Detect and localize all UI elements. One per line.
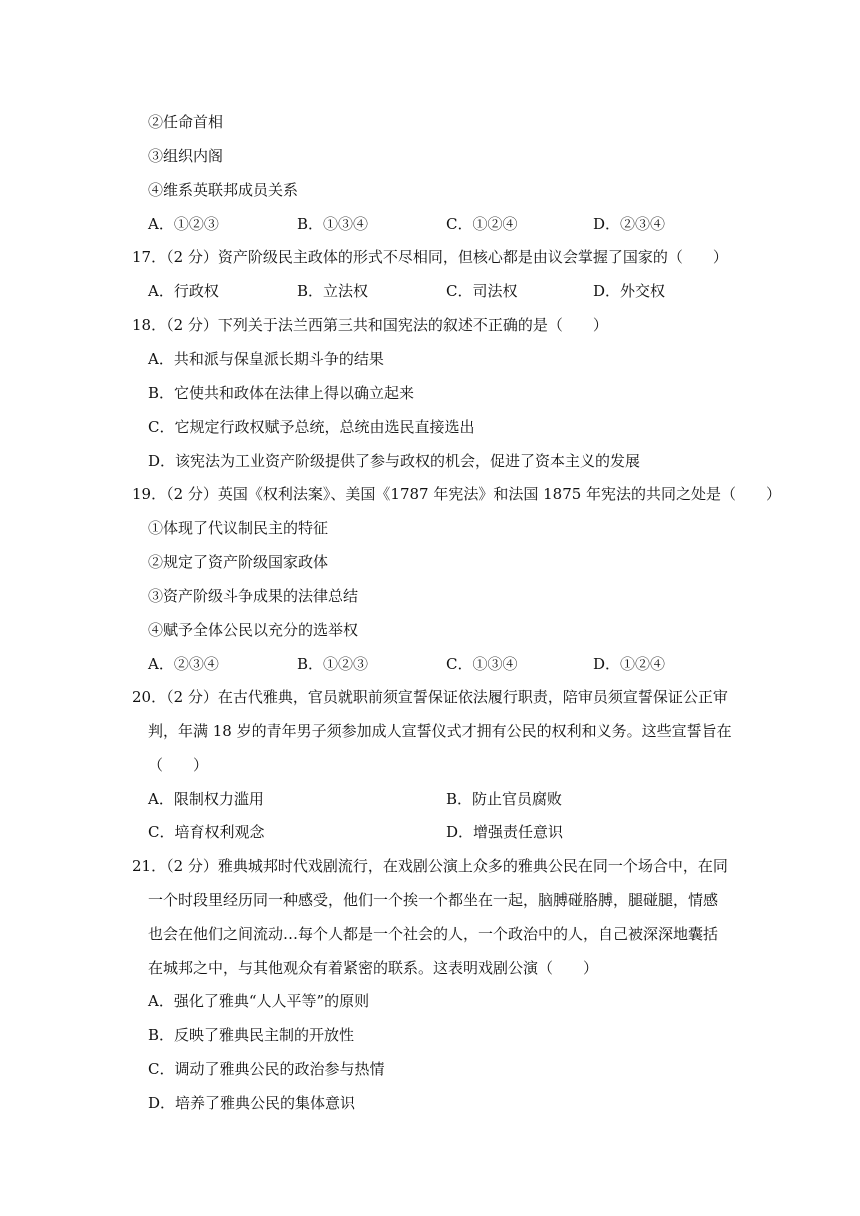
q16-option-b: B．①③④ (297, 215, 369, 233)
q21-option-d: D．培养了雅典公民的集体意识 (148, 1094, 356, 1112)
q19-option-d: D．①②④ (593, 655, 666, 673)
q21-option-c: C．调动了雅典公民的政治参与热情 (148, 1060, 385, 1078)
q18-stem: 18．（2 分）下列关于法兰西第三共和国宪法的叙述不正确的是（ ） (132, 316, 608, 334)
q21-stem-line-2: 一个时段里经历同一种感受，他们一个挨一个都坐在一起，脑膊碰胳膊，腿碰腿，情感 (148, 891, 719, 909)
q21-stem-line-1: 21．（2 分）雅典城邦时代戏剧流行，在戏剧公演上众多的雅典公民在同一个场合中，在同 (132, 857, 728, 875)
q20-stem-line-3: （ ） (148, 756, 209, 774)
q19-item-3: ③资产阶级斗争成果的法律总结 (148, 587, 359, 605)
q16-option-c: C．①②④ (446, 215, 518, 233)
q19-stem: 19．（2 分）英国《权利法案》、美国《1787 年宪法》和法国 1875 年宪法的共同之处是（ ） (132, 485, 782, 503)
q20-option-c: C．培育权利观念 (148, 823, 265, 841)
q21-stem-line-3: 也会在他们之间流动…每个人都是一个社会的人，一个政治中的人，自己被深深地囊括 (148, 925, 719, 943)
q16-item-2: ②任命首相 (148, 113, 224, 131)
q20-option-d: D．增强责任意识 (446, 823, 564, 841)
q20-stem-line-1: 20．（2 分）在古代雅典，官员就职前须宣誓保证依法履行职责，陪审员须宣誓保证公正审 (132, 688, 728, 706)
q18-option-c: C．它规定行政权赋予总统，总统由选民直接选出 (148, 418, 475, 436)
q16-item-3: ③组织内阁 (148, 147, 224, 165)
q19-item-4: ④赋予全体公民以充分的选举权 (148, 621, 359, 639)
q18-option-d: D．该宪法为工业资产阶级提供了参与政权的机会，促进了资本主义的发展 (148, 452, 641, 470)
q18-option-a: A．共和派与保皇派长期斗争的结果 (148, 350, 384, 368)
q19-option-b: B．①②③ (297, 655, 369, 673)
q21-option-a: A．强化了雅典“人人平等”的原则 (148, 992, 370, 1010)
q17-option-c: C．司法权 (446, 282, 518, 300)
q20-option-b: B．防止官员腐败 (446, 790, 563, 808)
q17-option-d: D．外交权 (593, 282, 666, 300)
q17-option-a: A．行政权 (148, 282, 219, 300)
q20-option-a: A．限制权力滥用 (148, 790, 264, 808)
q16-item-4: ④维系英联邦成员关系 (148, 181, 299, 199)
q16-option-d: D．②③④ (593, 215, 666, 233)
q19-item-2: ②规定了资产阶级国家政体 (148, 553, 329, 571)
q18-option-b: B．它使共和政体在法律上得以确立起来 (148, 384, 415, 402)
q19-option-c: C．①③④ (446, 655, 518, 673)
q20-stem-line-2: 判，年满 18 岁的青年男子须参加成人宣誓仪式才拥有公民的权利和义务。这些宣誓旨在 (148, 722, 732, 740)
q19-option-a: A．②③④ (148, 655, 219, 673)
q16-option-a: A．①②③ (148, 215, 219, 233)
q21-stem-line-4: 在城邦之中，与其他观众有着紧密的联系。这表明戏剧公演（ ） (148, 959, 599, 977)
q21-option-b: B．反映了雅典民主制的开放性 (148, 1026, 355, 1044)
q19-item-1: ①体现了代议制民主的特征 (148, 519, 329, 537)
q17-stem: 17．（2 分）资产阶级民主政体的形式不尽相同，但核心都是由议会掌握了国家的（ ） (132, 248, 728, 266)
q17-option-b: B．立法权 (297, 282, 369, 300)
